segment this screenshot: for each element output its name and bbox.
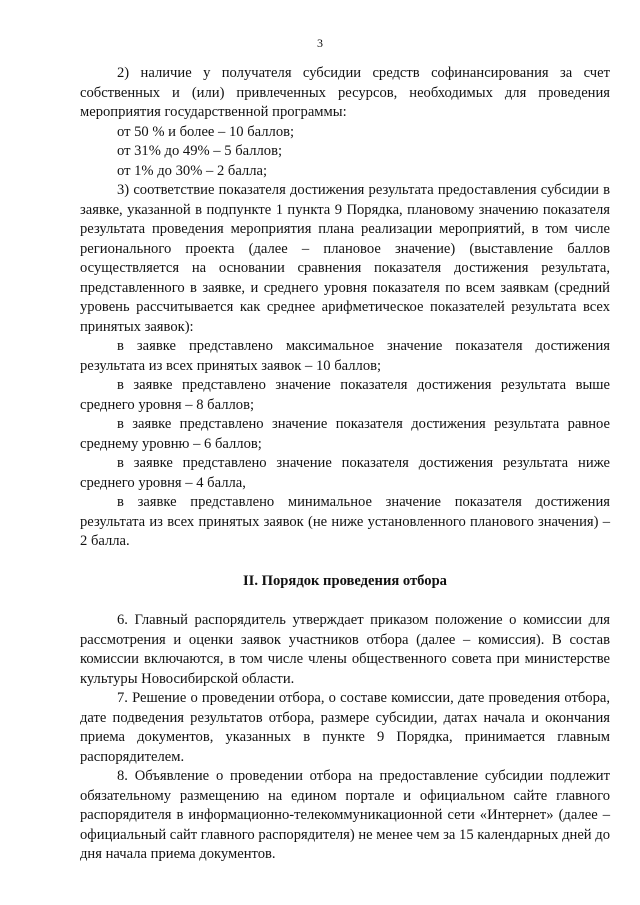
score-option: в заявке представлено максимальное значение показателя достижения результата из всех принятых заявок – 10 баллов; <box>80 338 610 374</box>
paragraph-criterion-2: 2) наличие у получателя субсидии средств софинансирования за счет собственных и (или) привлеченных ресурсов, необходимых для проведения мероприятия государственной программы: <box>80 65 610 120</box>
score-option: в заявке представлено значение показателя достижения результата выше среднего уровня – 8 баллов; <box>80 377 610 413</box>
paragraph-6: 6. Главный распорядитель утверждает приказом положение о комиссии для рассмотрения и оценки заявок участников отбора (далее – комиссия). В состав комиссии включаются, в том числе члены общественного совета при министерстве культуры Новосибирской области. <box>80 612 610 687</box>
score-option: от 31% до 49% – 5 баллов; <box>117 143 283 159</box>
paragraph-8: 8. Объявление о проведении отбора на предоставление субсидии подлежит обязательному размещению на едином портале и официальном сайте главного распорядителя в информационно-телекоммуникационной сети «Интернет» (далее – официальный сайт главного распорядителя) не менее чем за 15 календарных дней до дня начала приема документов. <box>80 768 610 862</box>
score-option: в заявке представлено минимальное значение показателя достижения результата из всех принятых заявок (не ниже установленного планового значения) – 2 балла. <box>80 494 610 549</box>
page-number: 3 <box>317 36 323 50</box>
section-title: II. Порядок проведения отбора <box>243 572 447 589</box>
score-option: в заявке представлено значение показателя достижения результата ниже среднего уровня – 4 балла, <box>80 455 610 491</box>
score-option: от 50 % и более – 10 баллов; <box>117 123 295 140</box>
document-body <box>80 64 610 865</box>
paragraph-7: 7. Решение о проведении отбора, о составе комиссии, дате проведения отбора, дате подведения результатов отбора, размере субсидии, датах начала и окончания приема документов, указанных в пункте 9 Порядка, принимается главным распорядителем. <box>80 690 610 765</box>
paragraph-criterion-3: 3) соответствие показателя достижения результата предоставления субсидии в заявке, указанной в подпункте 1 пункта 9 Порядка, плановому значению показателя результата проведения мероприятия плана реализации мероприятий, в том числе регионального проекта (далее – плановое значение) (выставление баллов осуществляется на основании сравнения показателя достижения результата, представленного в заявке, и среднего уровня показателя по всем заявкам (средний уровень рассчитывается как среднее арифметическое показателей результата всех принятых заявок): <box>80 182 610 335</box>
score-option: в заявке представлено значение показателя достижения результата равное среднему уровню – 6 баллов; <box>80 416 610 452</box>
score-option: от 1% до 30% – 2 балла; <box>117 162 268 179</box>
